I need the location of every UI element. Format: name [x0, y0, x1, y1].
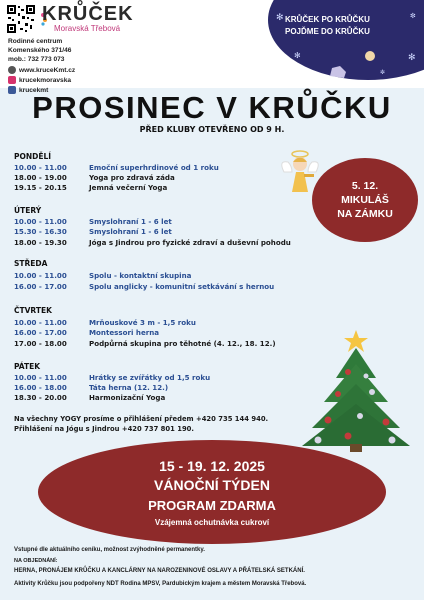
schedule-row: 16.00 - 17.00 Spolu anglicky - komunitní setkávání s hernou [14, 282, 275, 291]
footer-price-note: Vstupné dle aktuálního ceníku, možnost zvýhodněné permanentky. [14, 547, 205, 553]
footer-order-heading: NA OBJEDNÁNÍ: [14, 558, 58, 564]
svg-text:✻: ✻ [294, 51, 301, 60]
page-subtitle: PŘED KLUBY OTEVŘENO OD 9 H. [139, 125, 285, 134]
mikulas-place: NA ZÁMKU [337, 208, 393, 220]
svg-text:✻: ✻ [276, 13, 284, 23]
phone-line: mob.: 732 773 073 [8, 56, 65, 63]
schedule-row: 10.00 - 11.00 Spolu - kontaktní skupina [14, 271, 192, 280]
day-heading: PONDĚLÍ [14, 152, 52, 161]
motto-text [285, 14, 370, 38]
xmas-program: PROGRAM ZDARMA [148, 498, 276, 513]
schedule-row: 10.00 - 11.00 Mrňouskové 3 m - 1,5 roku [14, 318, 196, 327]
schedule-row: 10.00 - 11.00 Smyslohraní 1 - 6 let [14, 217, 172, 226]
web-link[interactable] [8, 66, 75, 74]
schedule-row: 10.00 - 11.00 Emoční superhrdinové od 1 roku [14, 163, 219, 172]
christmas-tree-icon [298, 328, 414, 452]
facebook-text: krucekmt [19, 86, 49, 94]
globe-icon [8, 66, 16, 74]
motto-line-1: KRŮČEK PO KRŮČKU [285, 15, 370, 24]
logo-name: KRŮČEK [42, 3, 134, 25]
day-heading: PÁTEK [14, 362, 41, 371]
footer-rental-note: HERNA, PRONÁJEM KRŮČKU A KANCLÁRNY NA NAROZENINOVÉ OSLAVY A PŘÁTELSKÁ SETKÁNÍ. [14, 568, 305, 574]
schedule-row: 18.00 - 19.00 Yoga pro zdravá záda [14, 173, 175, 182]
logo-subtitle: Moravská Třebová [54, 24, 121, 33]
schedule-row: 10.00 - 11.00 Hrátky se zvířátky od 1,5 roku [14, 373, 211, 382]
schedule-row: 16.00 - 17.00 Montessori herna [14, 328, 160, 337]
footer-support-note: Aktivity Krůčku jsou podpořeny NDT Rodina MPSV, Pardubickým krajem a městem Moravská Třebová. [14, 581, 307, 587]
mikulas-date: 5. 12. [351, 180, 379, 192]
instagram-link[interactable] [8, 76, 71, 84]
mikulas-badge [312, 158, 418, 242]
page-title: PROSINEC V KRŮČKU [32, 90, 392, 125]
jindra-note: Přihlášení na Jógu s Jindrou +420 737 801 190. [14, 425, 194, 433]
schedule-row: 16.00 - 18.00 Táta herna (12. 12.) [14, 383, 169, 392]
schedule-row: 15.30 - 16.30 Smyslohraní 1 - 6 let [14, 227, 172, 236]
svg-text:✼: ✼ [410, 12, 416, 20]
svg-text:✻: ✻ [408, 53, 416, 63]
instagram-text: krucekmoravska [19, 76, 72, 84]
day-heading: ČTVRTEK [14, 306, 52, 315]
snowflakes-icon [270, 0, 424, 80]
schedule-row: 18.00 - 19.30 Jóga s Jindrou pro fyzické zdraví a duševní pohodu [14, 238, 291, 247]
day-heading: ÚTERÝ [14, 206, 42, 215]
instagram-icon [8, 76, 16, 84]
qr-code-icon [6, 4, 36, 34]
day-heading: STŘEDA [14, 259, 48, 268]
address-line-1: Rodinné centrum [8, 38, 63, 45]
motto-line-2: POJĎME DO KRŮČKU [285, 27, 370, 36]
schedule-row: 18.30 - 20.00 Harmonizační Yoga [14, 393, 166, 402]
christmas-week-badge [38, 440, 386, 544]
schedule-row: 19.15 - 20.15 Jemná večerní Yoga [14, 183, 168, 192]
xmas-dates: 15 - 19. 12. 2025 [159, 458, 265, 474]
yoga-note: Na všechny YOGY prosíme o přihlášení předem +420 735 144 940. [14, 415, 269, 423]
address-line-2: Komenského 371/46 [8, 47, 72, 54]
mikulas-title: MIKULÁŠ [341, 194, 389, 206]
xmas-subtitle: Vzájemná ochutnávka cukroví [154, 518, 270, 527]
svg-text:✼: ✼ [380, 69, 386, 76]
xmas-title: VÁNOČNÍ TÝDEN [154, 477, 270, 493]
schedule-row: 17.00 - 18.00 Podpůrná skupina pro těhotné (4. 12., 18. 12.) [14, 339, 276, 348]
web-text: www.kruceKmt.cz [19, 66, 76, 74]
